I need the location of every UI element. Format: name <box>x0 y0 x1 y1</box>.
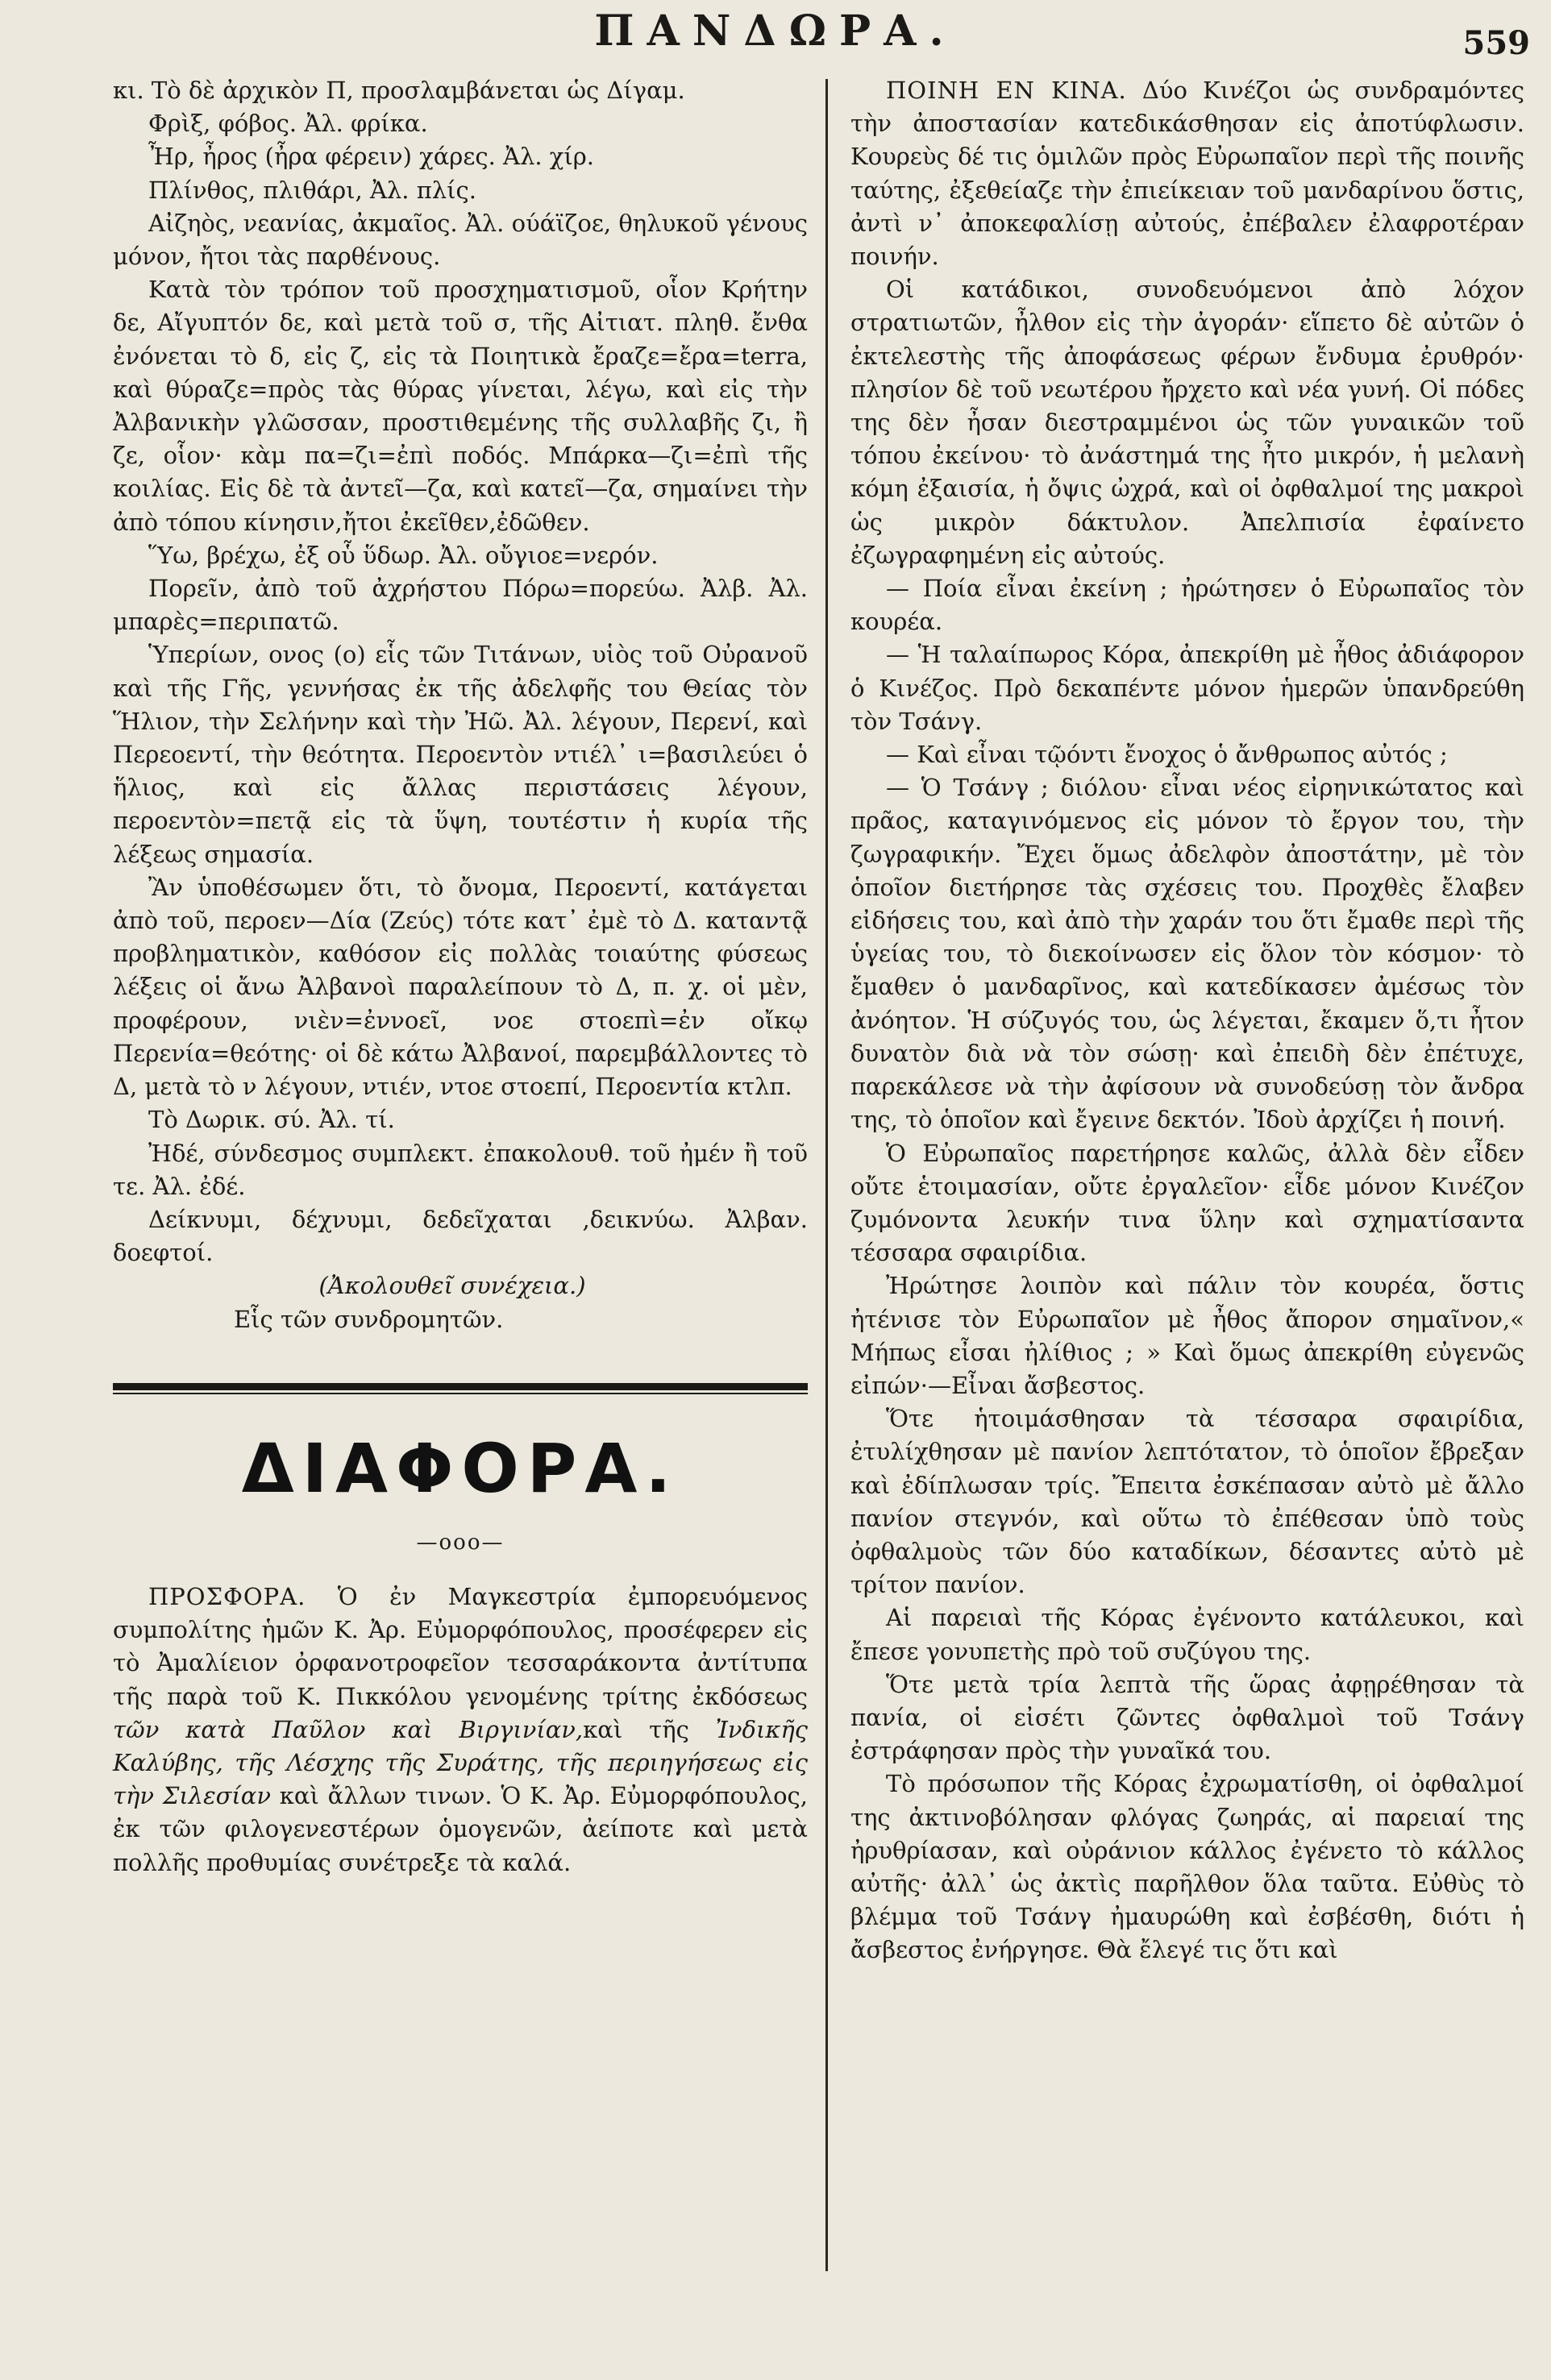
paragraph: — Ὁ Τσάνγ ; διόλου· εἶναι νέος εἰρηνικώτατος καὶ πρᾶος, καταγινόμενος εἰς μόνον τὸ ἔργον του, τὴν ζωγραφικήν. Ἔχει ὅμως ἀδελφὸν ἀποστάτην, μὲ τὸν ὁποῖον διετήρησε τὰς σχέσεις του. Προχθὲς ἔλαβεν εἰδήσεις του, καὶ ἀπὸ τὴν χαράν του ὅτι ἔμαθε περὶ τῆς ὑγείας του, τὸ διεκοίνωσεν εἰς ὅλον τὸν κόσμον· τὸ ἔμαθεν ὁ μανδαρῖνος, καὶ κατεδίκασεν ἀμέσως τὸν ἀνόητον. Ἡ σύζυγός του, ὡς λέγεται, ἔκαμεν ὅ,τι ἦτον δυνατὸν διὰ νὰ τὸν σώσῃ· καὶ ἐπειδὴ δὲν ἐπέτυχε, παρεκάλεσε νὰ τὴν ἀφίσουν νὰ συνοδεύσῃ τὸν ἄνδρα της, τὸ ὁποῖον καὶ ἔγεινε δεκτόν. Ἰδοὺ ἀρχίζει ἡ ποινή. <box>850 774 1524 1134</box>
paragraph: Ὑπερίων, ονος (ο) εἷς τῶν Τιτάνων, υἱὸς τοῦ Οὐρανοῦ καὶ τῆς Γῆς, γεννήσας ἐκ τῆς ἀδελφῆς του Θείας τὸν Ἥλιον, τὴν Σελήνην καὶ τὴν Ἠῶ. Ἀλ. λέγουν, Περενί, καὶ Περεοεντί, τὴν θεότητα. Περοεντὸν ντιέλ᾽ ι=βασιλεύει ὁ ἥλιος, καὶ εἰς ἄλλας περιστάσεις λέγουν, περοεντὸν=πετᾷ εἰς τὰ ὕψη, τουτέστιν ἡ κυρία τῆς λέξεως σημασία. <box>113 641 808 868</box>
page-header <box>0 6 1551 63</box>
continuation-note: (Ἀκολουθεῖ συνέχεια.) <box>318 1272 586 1300</box>
paragraph: Ὅτε ἡτοιμάσθησαν τὰ τέσσαρα σφαιρίδια, ἐτυλίχθησαν μὲ πανίον λεπτότατον, τὸ ὁποῖον ἔβρεξαν καὶ ἐδίπλωσαν τρίς. Ἔπειτα ἐσκέπασαν αὐτὸ μὲ ἄλλο πανίον στεγνόν, καὶ οὕτω τὸ ἐπέθεσαν ὑπὸ τοὺς ὀφθαλμοὺς τῶν δύο καταδίκων, δέσαντες αὐτὸ μὲ τρίτον πανίον. <box>850 1405 1524 1599</box>
article-paragraph <box>850 74 1524 273</box>
right-column <box>850 74 1524 1967</box>
paragraph: Δείκνυμι, δέχνυμι, δεδεῖχαται ,δεικνύω. Ἀλβαν. δοεφτοί. <box>113 1205 808 1267</box>
section-title: ΔΙΑΦΟΡΑ. <box>241 1428 680 1508</box>
paragraph: — Ποία εἶναι ἐκείνη ; ἠρώτησεν ὁ Εὐρωπαῖος τὸν κουρέα. <box>850 575 1524 636</box>
paragraph: Αἱ παρειαὶ τῆς Κόρας ἐγένοντο κατάλευκοι, καὶ ἔπεσε γονυπετὴς πρὸ τοῦ συζύγου της. <box>850 1604 1524 1665</box>
running-title: ΠΑΝΔΩΡΑ. <box>594 6 957 56</box>
article-text: καὶ τῆς <box>583 1715 716 1743</box>
section-rule-thick <box>113 1383 808 1390</box>
paragraph: Τὸ Δωρικ. σύ. Ἀλ. τί. <box>148 1106 395 1134</box>
paragraph: Ἂν ὑποθέσωμεν ὅτι, τὸ ὄνομα, Περοεντί, κατάγεται ἀπὸ τοῦ, περοεν—Δία (Ζεύς) τότε κατ᾽ ἐμὲ τὸ Δ. καταντᾷ προβληματικὸν, καθόσον εἰς πολλὰς τοιαύτης φύσεως λέξεις οἱ ἄνω Ἀλβανοὶ παραλείπουν τὸ Δ, π. χ. οἱ μὲν, προφέρουν, νιὲν=ἐννοεῖ, νοε στοεπὶ=ἐν οἴκῳ Περενία=θεότης· οἱ δὲ κάτω Ἀλβανοί, παρεμβάλλοντες τὸ Δ, μετὰ τὸ ν λέγουν, ντιέν, ντοε στοεπί, Περοεντία κτλπ. <box>113 873 808 1101</box>
paragraph: Πλίνθος, πλιθάρι, Ἀλ. πλίς. <box>148 176 477 204</box>
paragraph: — Καὶ εἶναι τῷόντι ἔνοχος ὁ ἄνθρωπος αὐτός ; <box>886 741 1448 769</box>
paragraph: — Ἡ ταλαίπωρος Κόρα, ἀπεκρίθη μὲ ἦθος ἀδιάφορον ὁ Κινέζος. Πρὸ δεκαπέντε μόνον ἡμερῶν ὑπανδρεύθη τὸν Τσάνγ. <box>850 641 1524 735</box>
column-rule <box>825 79 828 2271</box>
article-text: Ὁ ἐν Μαγκεστρία ἐμπορευόμενος συμπολίτης ἡμῶν Κ. Ἀρ. Εὐμορφόπουλος, προσέφερεν εἰς τὸ Ἀμαλίειον ὀρφανοτροφεῖον τεσσαράκοντα ἀντίτυπα τῆς παρὰ τοῦ Κ. Πικκόλου γενομένης τρίτης ἐκδόσεως <box>113 1582 808 1710</box>
paragraph: Πορεῖν, ἀπὸ τοῦ ἀχρήστου Πόρω=πορεύω. Ἀλβ. Ἀλ. μπαρὲς=περιπατῶ. <box>113 575 808 636</box>
paragraph: Ἦρ, ἦρος (ἦρα φέρειν) χάρες. Ἀλ. χίρ. <box>148 143 595 171</box>
article-lead: ΠΟΙΝΗ ΕΝ ΚΙΝΑ. <box>886 77 1127 104</box>
page-number: 559 <box>1462 24 1530 62</box>
author-signature: Εἷς τῶν συνδρομητῶν. <box>234 1305 504 1333</box>
offer-paragraph <box>113 1580 808 1879</box>
paragraph: Αἰζηὸς, νεανίας, ἀκμαῖος. Ἀλ. ούάϊζοε, θηλυκοῦ γένους μόνον, ἤτοι τὰς παρθένους. <box>113 209 808 271</box>
book-title: Ἰνδικῆς Καλύβης, τῆς Λέσχης τῆς Συράτης, τῆς περιηγήσεως εἰς τὴν Σιλεσίαν <box>113 1715 808 1810</box>
paragraph: Ὕω, βρέχω, ἐξ οὗ ὕδωρ. Ἀλ. οὔγιοε=νερόν. <box>148 541 659 569</box>
section-separator: —ooo— <box>416 1530 505 1555</box>
paragraph: Ὁ Εὐρωπαῖος παρετήρησε καλῶς, ἀλλὰ δὲν εἶδεν οὔτε ἑτοιμασίαν, οὔτε ἐργαλεῖον· εἶδε μόνον Κινέζον ζυμόνοντα λευκήν τινα ὕλην καὶ σχηματίσαντα τέσσαρα σφαιρίδια. <box>850 1139 1524 1267</box>
paragraph: Φρὶξ, φόβος. Ἀλ. φρίκα. <box>148 110 428 138</box>
article-text: καὶ ἄλλων τινων. Ὁ Κ. Ἀρ. Εὐμορφόπουλος, ἐκ τῶν φιλογενεστέρων ὁμογενῶν, ἀείποτε καὶ μετὰ πολλῆς προθυμίας συνέτρεξε τὰ καλά. <box>113 1782 808 1876</box>
book-title: τῶν κατὰ Παῦλον καὶ Βιργινίαν, <box>113 1715 584 1743</box>
article-lead: ΠΡΟΣΦΟΡΑ. <box>148 1582 306 1610</box>
paragraph: Ἠδέ, σύνδεσμος συμπλεκτ. ἐπακολουθ. τοῦ ἠμέν ἢ τοῦ τε. Ἀλ. ἐδέ. <box>113 1139 808 1200</box>
paragraph: Ὅτε μετὰ τρία λεπτὰ τῆς ὥρας ἀφῃρέθησαν τὰ πανία, οἱ εἰσέτι ζῶντες ὀφθαλμοὶ τοῦ Τσάνγ ἐστράφησαν πρὸς τὴν γυναῖκά του. <box>850 1670 1524 1765</box>
section-rule-thin <box>113 1393 808 1394</box>
paragraph: Τὸ πρόσωπον τῆς Κόρας ἐχρωματίσθη, οἱ ὀφθαλμοί της ἀκτινοβόλησαν φλόγας ζωηράς, αἱ παρειαί της ἠρυθρίασαν, καὶ οὐράνιον κάλλος ἐγένετο τὸ κάλλος αὐτῆς· ἀλλ᾽ ὡς ἀκτὶς παρῆλθον ὅλα ταῦτα. Εὐθὺς τὸ βλέμμα τοῦ Τσάνγ ἠμαυρώθη καὶ ἐσβέσθη, διότι ἡ ἄσβεστος ἐνήργησε. Θὰ ἔλεγέ τις ὅτι καὶ <box>850 1770 1524 1964</box>
paragraph: Κατὰ τὸν τρόπον τοῦ προσχηματισμοῦ, οἷον Κρήτην δε, Αἴγυπτόν δε, καὶ μετὰ τοῦ σ, τῆς Αἰτιατ. πληθ. ἔνθα ἐνόνεται τὸ δ, εἰς ζ, εἰς τὰ Ποιητικὰ ἔραζε=ἔρα=terra, καὶ θύραζε=πρὸς τὰς θύρας γίνεται, λέγω, καὶ εἰς τὴν Ἀλβανικὴν γλῶσσαν, προστιθεμένης τῆς συλλαβῆς ζι, ἢ ζε, οἷον· κὰμ πα=ζι=ἐπὶ ποδός. Μπάρκα—ζι=ἐπὶ τῆς κοιλίας. Εἰς δὲ τὰ ἀντεῖ—ζα, καὶ κατεῖ—ζα, σημαίνει τὴν ἀπὸ τόπου κίνησιν,ἤτοι ἐκεῖθεν,ἐδῶθεν. <box>113 276 808 536</box>
article-text: Δύο Κινέζοι ὡς συνδραμόντες τὴν ἀποστασίαν κατεδικάσθησαν εἰς ἀποτύφλωσιν. Κουρεὺς δέ τις ὁμιλῶν πρὸς Εὐρωπαῖον περὶ τῆς ποινῆς ταύτης, ἐξεθείαζε τὴν ἐπιείκειαν τοῦ μανδαρίνου ὅστις, ἀντὶ ν᾽ ἀποκεφαλίσῃ αὐτούς, ἐπέβαλεν ἐλαφροτέραν ποινήν. <box>850 77 1524 271</box>
paragraph: Ἠρώτησε λοιπὸν καὶ πάλιν τὸν κουρέα, ὅστις ἠτένισε τὸν Εὐρωπαῖον μὲ ἦθος ἄπορον σημαῖνον,« Μήπως εἶσαι ἠλίθιος ; » Καὶ ὅμως ἀπεκρίθη εὐγενῶς εἰπών·—Εἶναι ἄσβεστος. <box>850 1272 1524 1399</box>
left-column <box>113 74 808 1879</box>
paragraph: κι. Τὸ δὲ ἀρχικὸν Π, προσλαμβάνεται ὡς Δίγαμ. <box>113 77 685 104</box>
paragraph: Οἱ κατάδικοι, συνοδευόμενοι ἀπὸ λόχον στρατιωτῶν, ἦλθον εἰς τὴν ἀγοράν· εἵπετο δὲ αὐτῶν ὁ ἐκτελεστὴς τῆς ἀποφάσεως φέρων ἔνδυμα ἐρυθρόν· πλησίον δὲ τοῦ νεωτέρου ἤρχετο καὶ νέα γυνή. Οἱ πόδες της δὲν ἦσαν διεστραμμένοι ὡς τῶν γυναικῶν τοῦ τόπου ἐκείνου· τὸ ἀνάστημά της ἦτο μικρόν, ἡ μελανὴ κόμη ἐξαισία, ἡ ὄψις ὠχρά, καὶ οἱ ὀφθαλμοί της μακροὶ ὡς μικρὸν δάκτυλον. Ἀπελπισία ἐφαίνετο ἐζωγραφημένη εἰς αὐτούς. <box>850 276 1524 569</box>
